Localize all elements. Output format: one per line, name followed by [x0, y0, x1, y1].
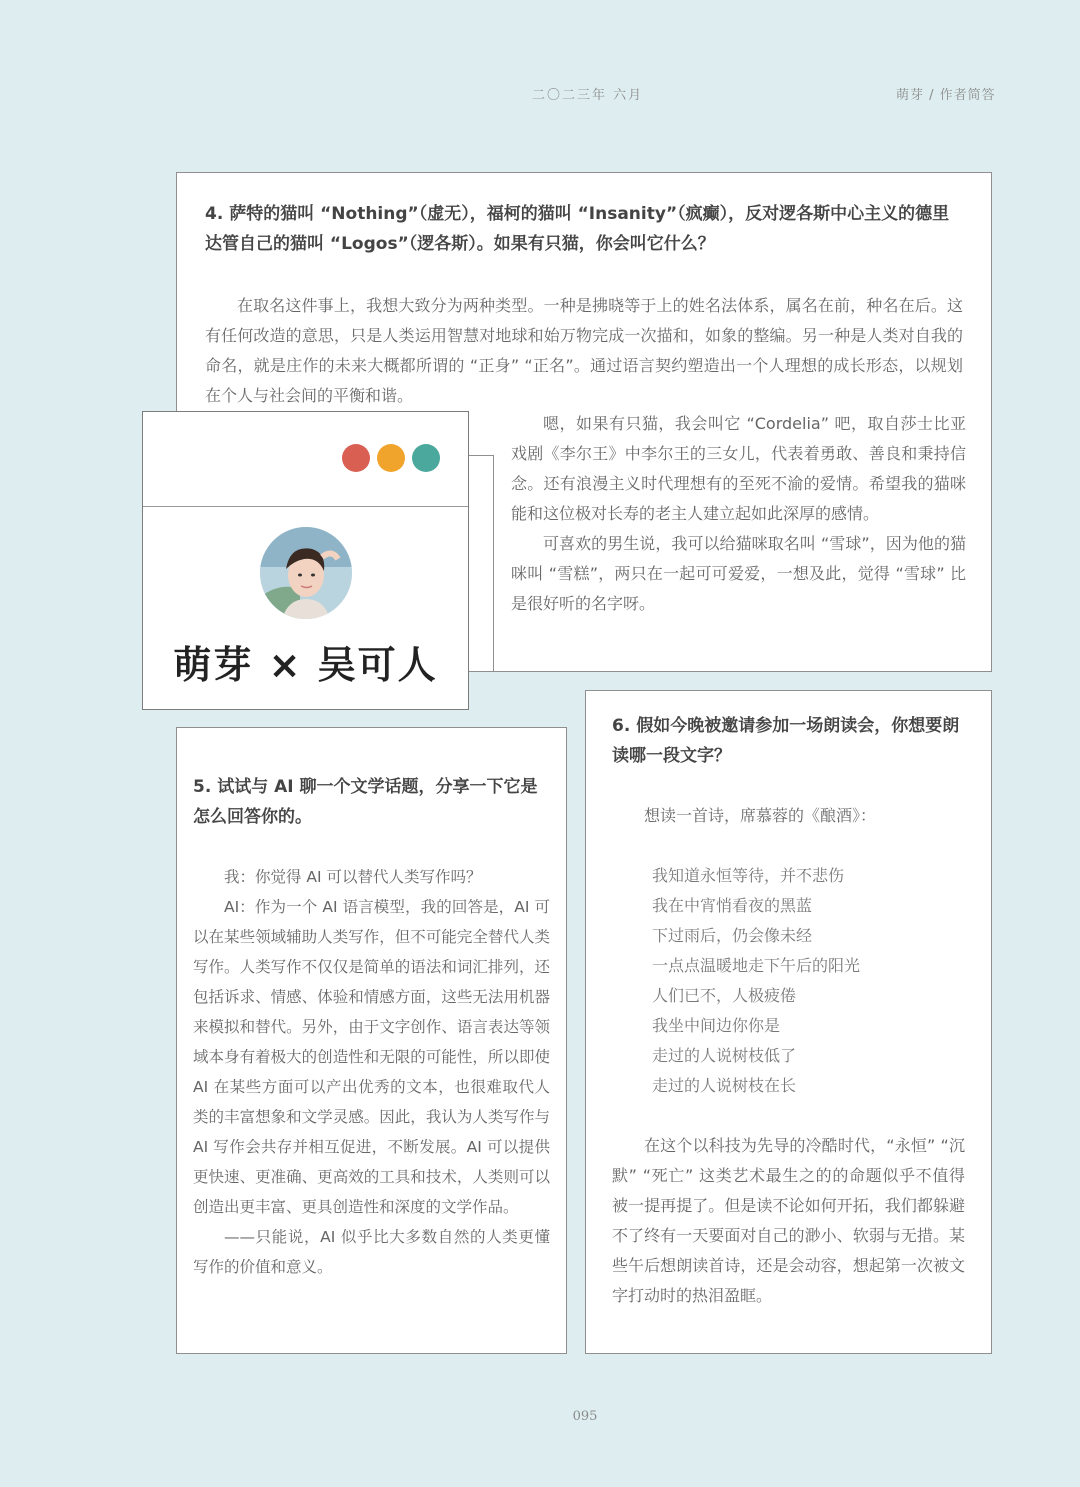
answer-4-paragraph: 在取名这件事上，我想大致分为两种类型。一种是拂晓等于上的姓名法体系，属名在前，种名在后。这有任何改造的意思，只是人类运用智慧对地球和始万物完成一次描和，如象的整编。另一种是人类对自我的命名，就是庄作的未来大概都所谓的 “正身” “正名”。通过语言契约塑造出一个人理想的成长形态，以规划在个人与社会间的平衡和谐。 [205, 296, 963, 405]
author-profile-card [142, 411, 469, 710]
page-number: 095 [572, 1409, 598, 1424]
question-5-box [176, 727, 567, 1354]
answer-4-paragraph: 嗯，如果有只猫，我会叫它 “Cordelia” 吧，取自莎士比亚戏剧《李尔王》中李尔王的三女儿，代表着勇敢、善良和秉持信念。还有浪漫主义时代理想有的至死不渝的爱情。希望我的猫咪能和这位极对长寿的老主人建立起如此深厚的感情。 [511, 414, 966, 523]
answer-5-paragraph: AI：作为一个 AI 语言模型，我的回答是，AI 可以在某些领域辅助人类写作，但不可能完全替代人类写作。人类写作不仅仅是简单的语法和词汇排列，还包括诉求、情感、体验和情感方面，这些无法用机器来模拟和替代。另外，由于文字创作、语言表达等领域本身有着极大的创造性和无限的可能性，所以即使 AI 在某些方面可以产出优秀的文本，也很难取代人类的丰富想象和文学灵感。因此，我认为人类写作与 AI 写作会共存并相互促进，不断发展。AI 可以提供更快速、更准确、更高效的工具和技术，人类则可以创造出更丰富、更具创造性和深度的文学作品。 [193, 898, 550, 1216]
poem-line: 我坐中间边你你是 [652, 1016, 781, 1035]
poem-line: 我在中宵悄看夜的黑蓝 [652, 896, 813, 915]
question-6-title: 6. 假如今晚被邀请参加一场朗读会，你想要朗读哪一段文字？ [612, 716, 960, 766]
poem [612, 861, 965, 1101]
card-connector-line [469, 455, 493, 456]
section-title: 萌芽 / 作者简答 [896, 88, 996, 103]
answer-6-paragraph: 在这个以科技为先导的冷酷时代，“永恒” “沉默” “死亡” 这类艺术最生之的的命题似乎不值得被一提再提了。但是读不论如何开拓，我们都躲避不了终有一天要面对自己的渺小、软弱与无措。某些午后想朗读首诗，还是会动容，想起第一次被文字打动时的热泪盈眶。 [612, 1136, 965, 1305]
poem-line: 下过雨后，仍会像未经 [652, 926, 813, 945]
card-divider [143, 506, 468, 507]
yellow-dot-icon [377, 444, 405, 472]
card-connector-line [493, 455, 494, 672]
answer-5-paragraph: 我：你觉得 AI 可以替代人类写作吗？ [224, 868, 482, 886]
red-dot-icon [342, 444, 370, 472]
question-6-box [585, 690, 992, 1354]
poem-line: 一点点温暖地走下午后的阳光 [652, 956, 861, 975]
answer-5-paragraph: ——只能说，AI 似乎比大多数自然的人类更懂写作的价值和意义。 [193, 1228, 550, 1276]
poem-line: 我知道永恒等待，并不悲伤 [652, 866, 845, 885]
question-5-title: 5. 试试与 AI 聊一个文学话题，分享一下它是怎么回答你的。 [193, 777, 538, 827]
portrait-photo-icon [260, 527, 352, 619]
poem-line: 人们已不，人极疲倦 [652, 986, 797, 1005]
teal-dot-icon [412, 444, 440, 472]
answer-4-paragraph: 可喜欢的男生说，我可以给猫咪取名叫 “雪球”，因为他的猫咪叫 “雪糕”，两只在一起可可爱爱，一想及此，觉得 “雪球” 比是很好听的名字呀。 [511, 534, 966, 613]
card-title: 萌芽 × 吴可人 [173, 643, 438, 687]
answer-6-intro: 想读一首诗，席慕蓉的《酿酒》： [644, 806, 877, 825]
author-avatar [260, 527, 352, 619]
question-4-title: 4. 萨特的猫叫 “Nothing”（虚无），福柯的猫叫 “Insanity”（疯癫），反对逻各斯中心主义的德里达管自己的猫叫 “Logos”（逻各斯）。如果有只猫，你会叫它什么？ [205, 204, 950, 254]
issue-date: 二〇二三年 六月 [532, 88, 644, 103]
poem-line: 走过的人说树枝低了 [652, 1046, 797, 1065]
poem-line: 走过的人说树枝在长 [652, 1076, 797, 1095]
